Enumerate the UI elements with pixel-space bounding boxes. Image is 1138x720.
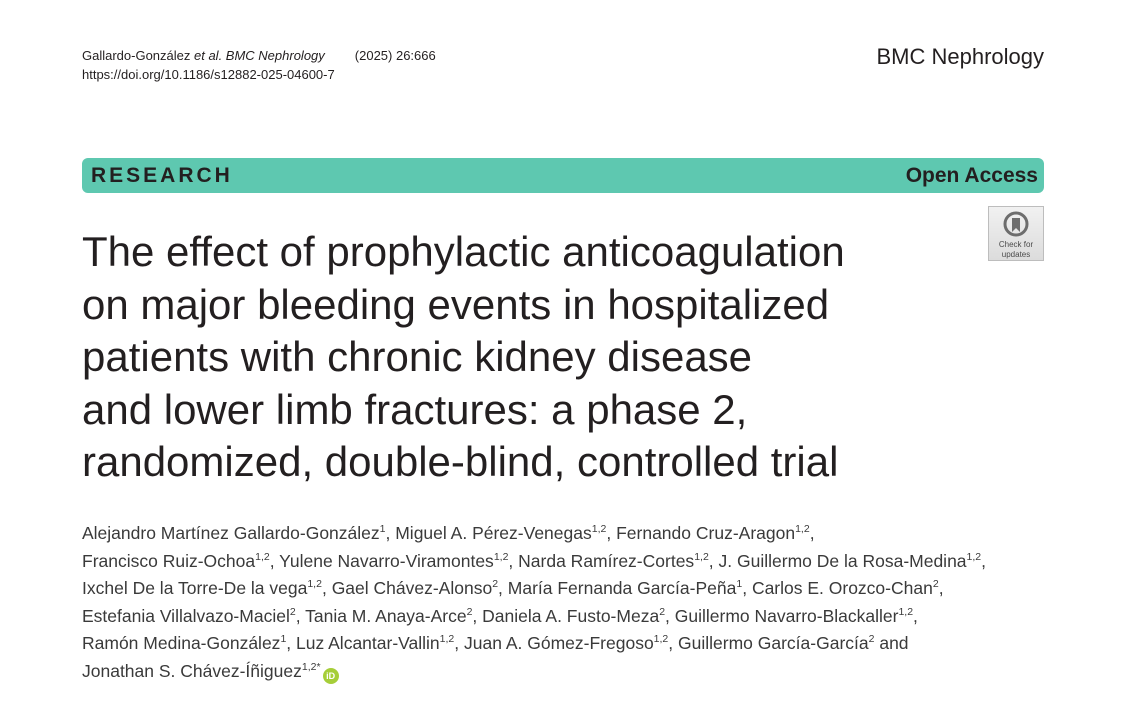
author-affiliation: 1 — [736, 578, 743, 591]
author-entry[interactable] — [518, 551, 718, 571]
author-entry[interactable] — [82, 633, 296, 653]
author-affiliation: 1,2 — [439, 633, 455, 646]
author-separator: , — [321, 578, 332, 598]
author-entry[interactable] — [82, 661, 339, 681]
citation-line — [82, 46, 436, 65]
citation-block — [82, 46, 436, 84]
check-for-updates-badge[interactable] — [988, 206, 1044, 261]
author-separator: , — [498, 578, 508, 598]
author-name[interactable]: Luz Alcantar-Vallin — [296, 633, 440, 653]
article-type-label: RESEARCH — [91, 163, 233, 187]
author-separator: , — [472, 605, 483, 626]
author-entry[interactable] — [752, 578, 944, 598]
author-name[interactable]: Alejandro Martínez Gallardo-González — [82, 523, 380, 543]
author-name[interactable]: Ramón Medina-González — [82, 633, 281, 653]
author-entry[interactable] — [482, 606, 675, 626]
author-entry[interactable] — [82, 551, 279, 571]
author-name[interactable]: Francisco Ruiz-Ochoa — [82, 550, 256, 571]
author-name[interactable]: Daniela A. Fusto-Meza — [482, 605, 660, 626]
author-separator: , — [913, 605, 918, 626]
citation-year: (2025) 26:666 — [354, 48, 436, 63]
author-separator: , — [286, 633, 297, 653]
orcid-icon[interactable]: iD — [323, 668, 339, 684]
author-affiliation: 1,2 — [898, 605, 914, 618]
author-entry[interactable] — [305, 606, 482, 626]
author-separator: , — [668, 633, 679, 653]
author-separator: , — [981, 550, 987, 571]
author-name[interactable]: Ixchel De la Torre-De la vega — [82, 578, 308, 598]
title-line: patients with chronic kidney disease — [82, 333, 753, 380]
author-affiliation: 1,2* — [301, 660, 321, 673]
author-entry[interactable] — [82, 523, 395, 543]
author-list — [82, 520, 1047, 685]
author-name[interactable]: María Fernanda García-Peña — [507, 578, 737, 598]
author-name[interactable]: Carlos E. Orozco-Chan — [751, 578, 933, 598]
author-name[interactable]: Guillermo Navarro-Blackaller — [674, 605, 899, 626]
author-affiliation: 2 — [492, 578, 499, 591]
author-separator: , — [508, 550, 519, 571]
author-affiliation: 1,2 — [795, 523, 810, 536]
citation-authors: Gallardo-González — [82, 48, 194, 63]
author-name[interactable]: Estefania Villalvazo-Maciel — [82, 605, 290, 626]
author-entry[interactable] — [296, 633, 464, 653]
author-entry[interactable] — [279, 551, 518, 571]
author-name[interactable]: Juan A. Gómez-Fregoso — [464, 633, 654, 653]
author-affiliation: 2 — [932, 578, 939, 591]
title-line: on major bleeding events in hospitalized — [82, 280, 830, 328]
author-separator: , — [454, 633, 464, 653]
author-affiliation: 2 — [289, 605, 296, 618]
author-separator: , — [708, 550, 719, 571]
author-separator: , — [938, 578, 944, 598]
author-name[interactable]: Gael Chávez-Alonso — [331, 578, 493, 598]
article-title — [82, 226, 962, 489]
journal-name: BMC Nephrology — [876, 44, 1044, 69]
author-affiliation: 1,2 — [966, 550, 982, 563]
author-separator: , — [742, 578, 752, 598]
author-entry[interactable] — [395, 523, 616, 543]
open-access-label: Open Access — [905, 163, 1038, 187]
author-affiliation: 2 — [868, 633, 875, 646]
author-affiliation: 1,2 — [307, 578, 322, 591]
article-type-banner — [82, 158, 1044, 193]
author-separator: , — [269, 550, 280, 571]
author-affiliation: 1,2 — [653, 633, 669, 646]
author-name[interactable]: Miguel A. Pérez-Venegas — [395, 523, 592, 543]
author-name[interactable]: Narda Ramírez-Cortes — [518, 550, 695, 571]
author-separator: , — [809, 523, 815, 543]
author-affiliation: 1 — [280, 633, 287, 646]
title-line: and lower limb fractures: a phase 2, — [82, 385, 748, 433]
citation-journal: et al. BMC Nephrology — [194, 48, 325, 63]
author-entry[interactable] — [82, 606, 305, 626]
author-affiliation: 2 — [659, 605, 666, 618]
author-affiliation: 1,2 — [591, 523, 607, 536]
author-entry[interactable] — [82, 578, 332, 598]
author-name[interactable]: Guillermo García-García — [678, 633, 869, 653]
author-affiliation: 1,2 — [255, 550, 270, 563]
author-separator: , — [295, 605, 306, 626]
title-line: randomized, double-blind, controlled trial — [82, 438, 839, 485]
check-for-updates-line2: updates — [1001, 250, 1031, 259]
author-name[interactable]: Tania M. Anaya-Arce — [305, 605, 467, 626]
author-entry[interactable] — [678, 633, 909, 653]
author-name[interactable]: Fernando Cruz-Aragon — [616, 523, 796, 543]
author-affiliation: 1,2 — [694, 550, 709, 563]
author-affiliation: 1,2 — [493, 550, 509, 563]
author-entry[interactable] — [508, 578, 752, 598]
author-affiliation: 1 — [379, 523, 386, 536]
author-affiliation: 2 — [466, 605, 473, 618]
doi-link[interactable]: https://doi.org/10.1186/s12882-025-04600-7 — [82, 67, 335, 82]
author-separator: , — [665, 605, 675, 626]
author-entry[interactable] — [719, 551, 987, 571]
author-entry[interactable] — [675, 606, 918, 626]
author-entry[interactable] — [464, 633, 678, 653]
check-for-updates-icon — [1003, 211, 1029, 239]
check-for-updates-line1: Check for — [998, 240, 1034, 249]
author-entry[interactable] — [332, 578, 508, 598]
author-entry[interactable] — [616, 523, 814, 543]
author-name[interactable]: Jonathan S. Chávez-Íñiguez — [82, 660, 302, 681]
author-separator: , — [606, 523, 617, 543]
title-line: The effect of prophylactic anticoagulation — [82, 228, 845, 275]
author-separator: and — [874, 633, 909, 653]
author-name[interactable]: J. Guillermo De la Rosa-Medina — [718, 550, 967, 571]
author-name[interactable]: Yulene Navarro-Viramontes — [279, 550, 494, 571]
author-separator: , — [385, 523, 396, 543]
